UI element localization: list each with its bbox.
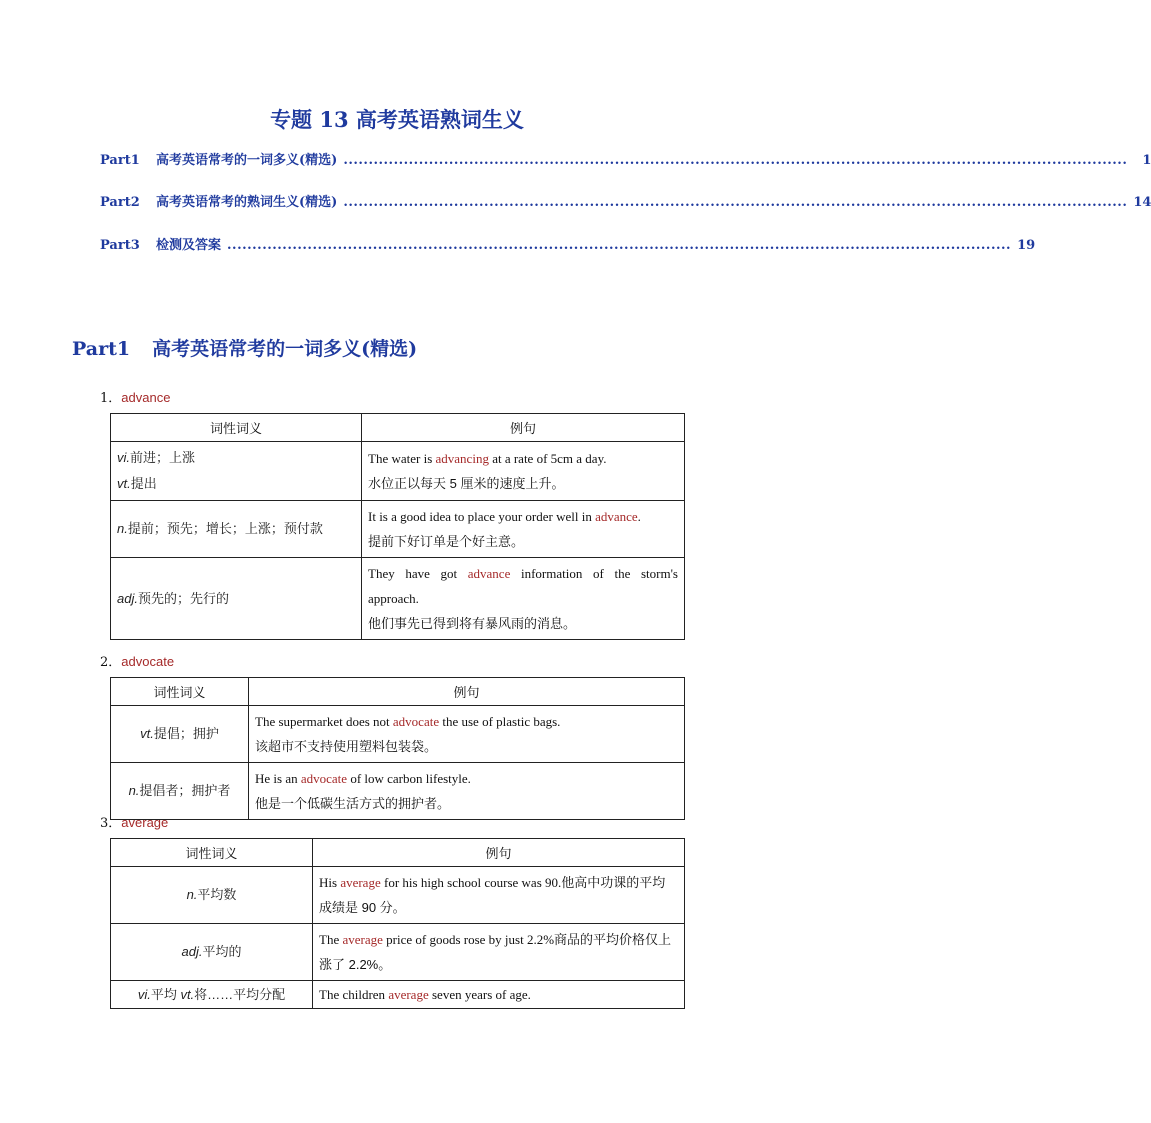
toc-leader: ............................................................................................................................................................ (343, 195, 1128, 210)
pos-cell: vi.平均 vt.将……平均分配 (111, 981, 313, 1009)
header-example: 例句 (249, 678, 685, 706)
toc-part-label: Part1 (100, 153, 140, 168)
pos-cell: n.提前；预先；增长；上涨；预付款 (111, 501, 362, 558)
example-cell: The supermarket does not advocate the use of plastic bags. 该超市不支持使用塑料包装袋。 (249, 706, 685, 763)
table-row (111, 924, 685, 981)
example-cell: He is an advocate of low carbon lifestyle. 他是一个低碳生活方式的拥护者。 (249, 763, 685, 820)
table-row (111, 763, 685, 820)
header-example: 例句 (313, 839, 685, 867)
header-pos: 词性词义 (111, 678, 249, 706)
headword: advocate (121, 654, 175, 669)
toc-page-number: 1 (1142, 153, 1151, 168)
pos-cell: n.平均数 (111, 867, 313, 924)
example-cell: The water is advancing at a rate of 5cm a day. 水位正以每天 5 厘米的速度上升。 (362, 442, 685, 501)
toc-part-label: Part2 (100, 195, 140, 210)
word-table-advance (110, 413, 685, 640)
pos-cell: vi.前进；上涨 vt.提出 (111, 442, 362, 501)
toc-entry-part1[interactable] (100, 150, 1151, 168)
table-row (111, 981, 685, 1009)
word-heading-advocate (100, 651, 174, 670)
toc-page-number: 19 (1017, 238, 1036, 253)
table-row (111, 558, 685, 640)
pos-cell: adj.预先的；先行的 (111, 558, 362, 640)
header-pos: 词性词义 (111, 839, 313, 867)
example-cell: His average for his high school course was 90.他高中功课的平均成绩是 90 分。 (313, 867, 685, 924)
header-pos: 词性词义 (111, 414, 362, 442)
part-label: Part1 (72, 338, 131, 360)
table-row (111, 442, 685, 501)
table-row (111, 867, 685, 924)
toc-title: 检测及答案 (156, 238, 222, 253)
header-example: 例句 (362, 414, 685, 442)
toc-leader: ............................................................................................................................................................ (343, 153, 1128, 168)
headword: advance (121, 390, 171, 405)
toc-title: 高考英语常考的一词多义(精选) (156, 153, 338, 168)
table-row (111, 501, 685, 558)
table-row (111, 706, 685, 763)
word-table-advocate (110, 677, 685, 820)
toc-leader: ............................................................................................................................................................ (227, 238, 1012, 253)
pos-cell: n.提倡者；拥护者 (111, 763, 249, 820)
example-cell: It is a good idea to place your order well in advance. 提前下好订单是个好主意。 (362, 501, 685, 558)
word-table-average (110, 838, 685, 1009)
pos-cell: adj.平均的 (111, 924, 313, 981)
word-heading-average (100, 812, 168, 831)
document-title: 专题 13 高考英语熟词生义 (270, 107, 524, 132)
toc-entry-part2[interactable] (100, 192, 1151, 210)
toc-title: 高考英语常考的熟词生义(精选) (156, 195, 338, 210)
example-cell: The average price of goods rose by just 2.2%商品的平均价格仅上涨了 2.2%。 (313, 924, 685, 981)
pos-cell: vt.提倡；拥护 (111, 706, 249, 763)
part1-heading (72, 334, 417, 361)
word-number: 1． (100, 391, 122, 406)
headword: average (121, 815, 169, 830)
toc-entry-part3[interactable] (100, 235, 1036, 253)
part-title: 高考英语常考的一词多义(精选) (152, 338, 418, 360)
toc-page-number: 14 (1133, 195, 1151, 210)
word-heading-advance (100, 387, 170, 406)
word-number: 3． (100, 816, 122, 831)
example-cell: The children average seven years of age. (313, 981, 685, 1009)
toc-part-label: Part3 (100, 238, 140, 253)
word-number: 2． (100, 655, 122, 670)
example-cell: They have got advance information of the storm's approach. 他们事先已得到将有暴风雨的消息。 (362, 558, 685, 640)
